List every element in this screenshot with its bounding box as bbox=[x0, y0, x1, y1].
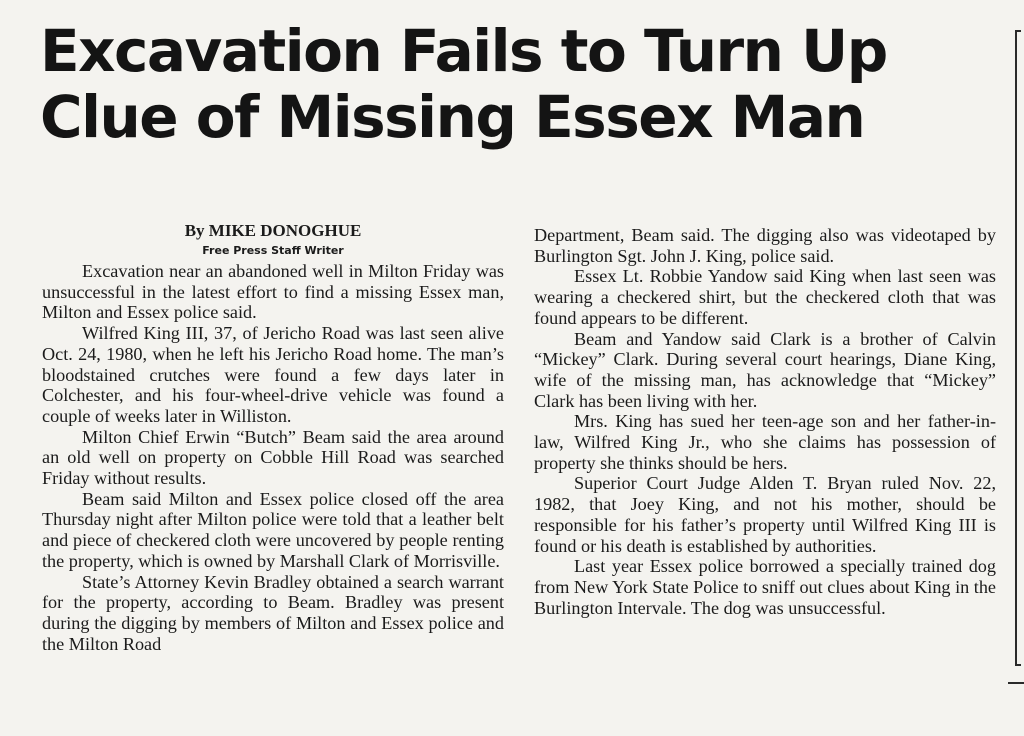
article-column-left bbox=[42, 220, 504, 654]
article-column-right bbox=[534, 225, 996, 618]
paragraph: Beam said Milton and Essex police closed off the area Thursday night after Milton police were told that a leather belt and piece of checkered cloth were uncovered by people renting the property, which is owned by Marshall Clark of Morrisville. bbox=[42, 488, 504, 571]
paragraph: Milton Chief Erwin “Butch” Beam said the area around an old well on property on Cobble Hill Road was searched Friday without results. bbox=[42, 426, 504, 489]
paragraph: Essex Lt. Robbie Yandow said King when last seen was wearing a checkered shirt, but the checkered cloth that was found appears to be different. bbox=[534, 266, 996, 328]
adjacent-column-rule bbox=[1008, 682, 1024, 684]
paragraph: Superior Court Judge Alden T. Bryan ruled Nov. 22, 1982, that Joey King, and not his mother, should be responsible for his father’s property until Wilfred King III is found or his death is established by authorities. bbox=[534, 473, 996, 556]
paragraph: Wilfred King III, 37, of Jericho Road was last seen alive Oct. 24, 1980, when he left his Jericho Road home. The man’s bloodstained crutches were found a few days later in Colchester, and his four-wheel-drive vehicle was found a couple of weeks later in Williston. bbox=[42, 323, 504, 426]
headline: Excavation Fails to Turn Up Clue of Missing Essex Man bbox=[40, 17, 887, 151]
paragraph: Mrs. King has sued her teen-age son and her father-in-law, Wilfred King Jr., who she claims has possession of property she thinks should be hers. bbox=[534, 411, 996, 473]
byline-role: Free Press Staff Writer bbox=[202, 244, 344, 257]
paragraph: Beam and Yandow said Clark is a brother of Calvin “Mickey” Clark. During several court hearings, Diane King, wife of the missing man, has acknowledge that “Mickey” Clark has been living with her. bbox=[534, 328, 996, 411]
paragraph: Last year Essex police borrowed a specially trained dog from New York State Police to sniff out clues about King in the Burlington Intervale. The dog was unsuccessful. bbox=[534, 556, 996, 618]
byline: By MIKE DONOGHUE bbox=[184, 221, 362, 240]
paragraph: State’s Attorney Kevin Bradley obtained a search warrant for the property, according to Beam. Bradley was present during the digging by members of Milton and Essex police and the Milton Road bbox=[42, 571, 504, 654]
paragraph: Department, Beam said. The digging also was videotaped by Burlington Sgt. John J. King, police said. bbox=[534, 225, 996, 266]
adjacent-column-border bbox=[1015, 30, 1021, 666]
paragraph: Excavation near an abandoned well in Milton Friday was unsuccessful in the latest effort to find a missing Essex man, Milton and Essex police said. bbox=[42, 261, 504, 323]
